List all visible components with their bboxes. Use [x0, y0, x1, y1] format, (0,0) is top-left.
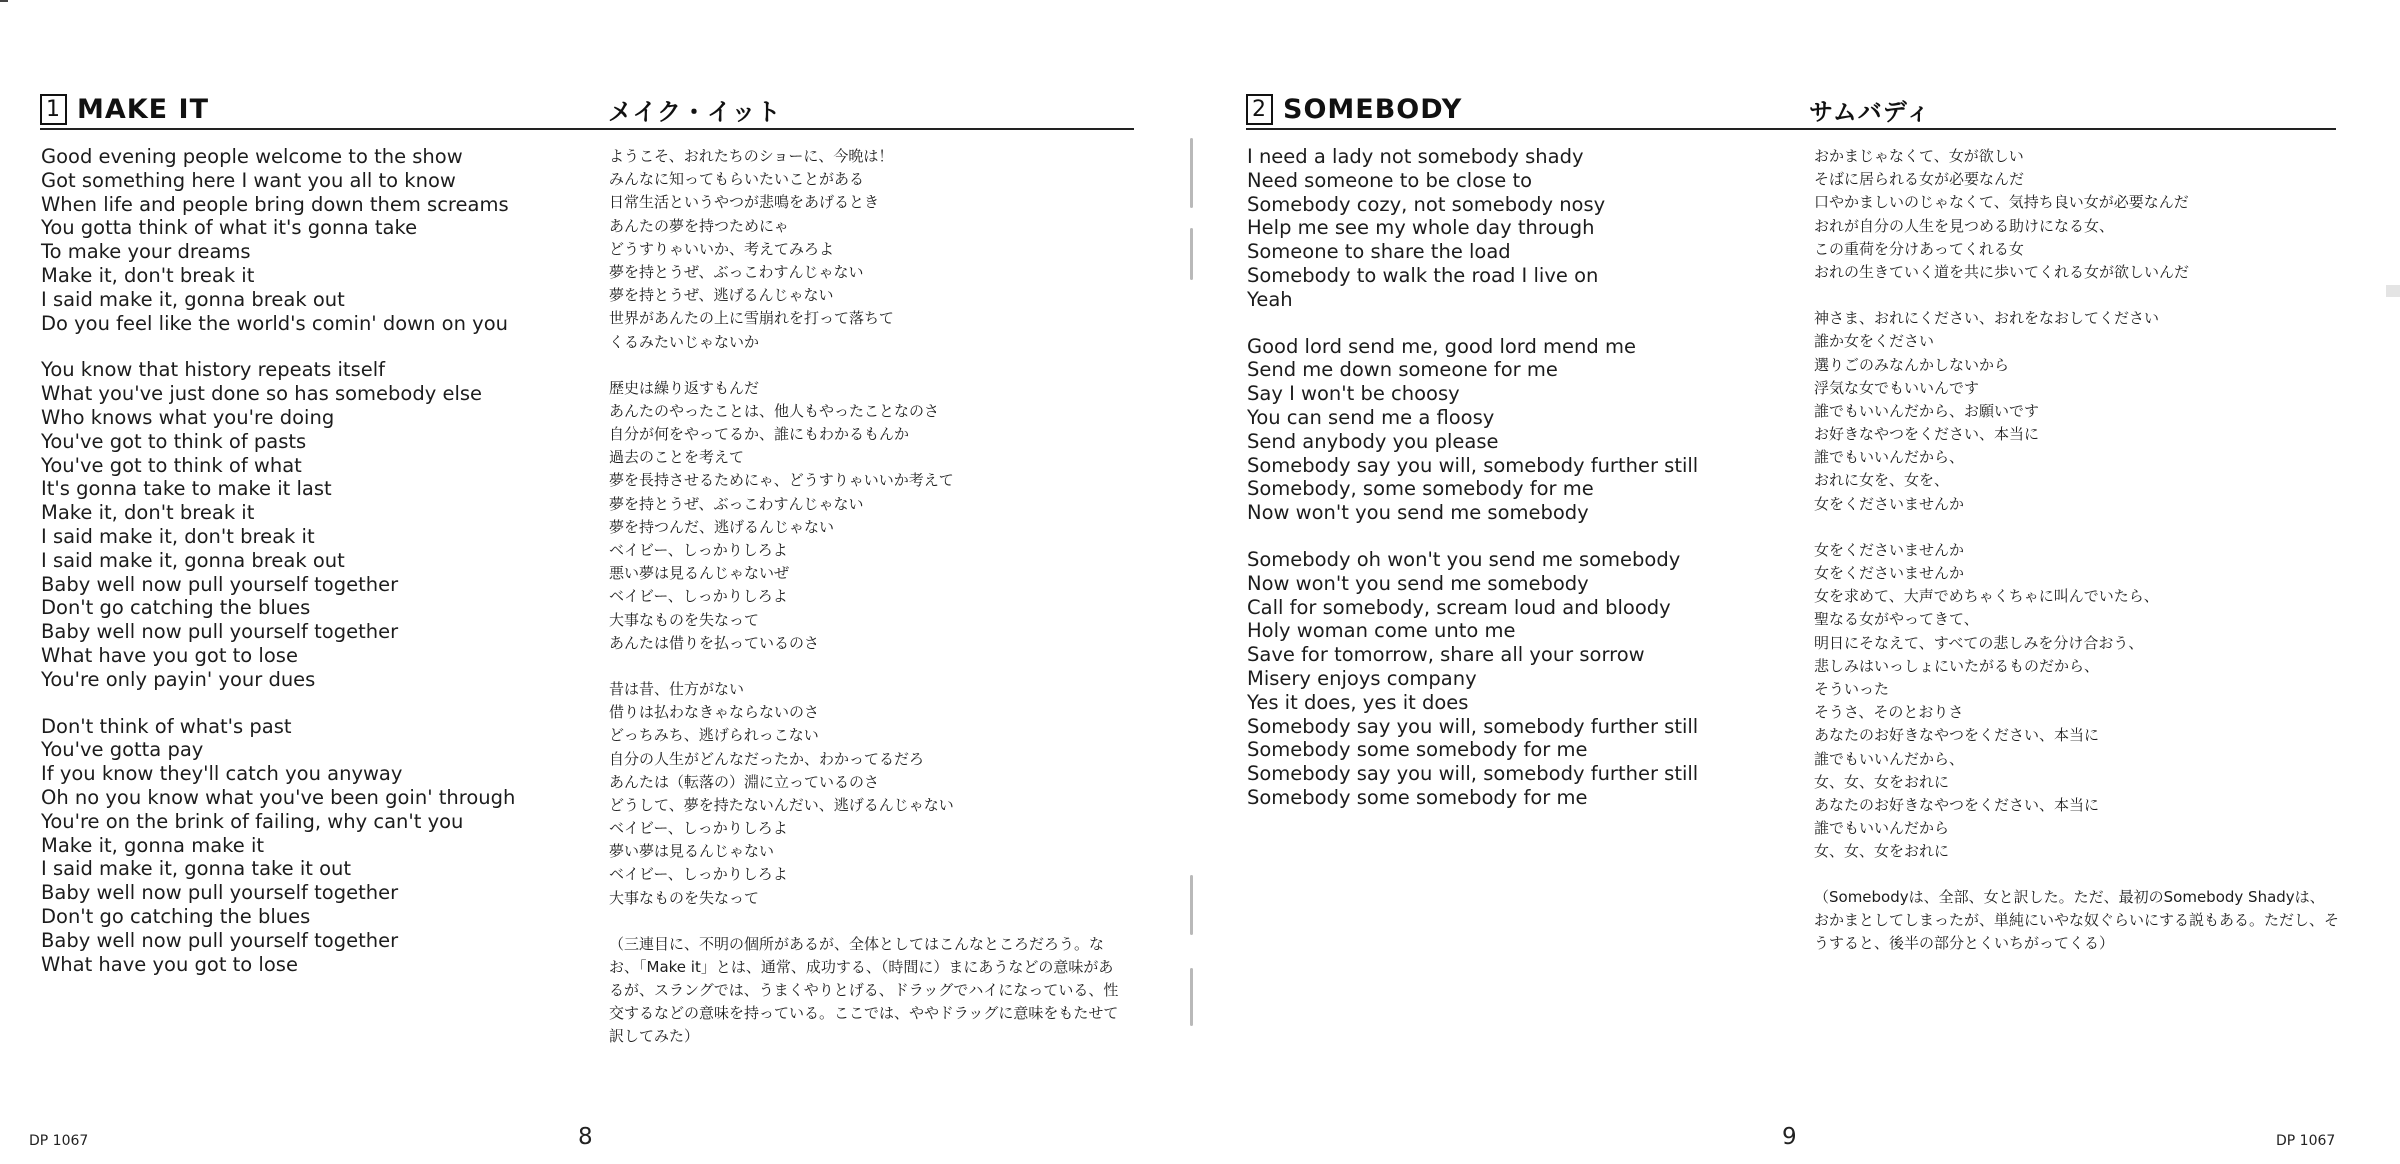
translation-line: 歴史は繰り返すもんだ: [609, 378, 760, 397]
lyric-line: Somebody oh won't you send me somebody: [1247, 547, 1681, 571]
translation-line: 口やかましいのじゃなくて、気持ち良い女が必要なんだ: [1814, 193, 2189, 212]
lyric-line: Make it, gonna make it: [41, 833, 265, 857]
song-title-en: SOMEBODY: [1283, 93, 1463, 125]
lyric-line: You know that history repeats itself: [41, 358, 386, 382]
translation-line: あなたのお好きなやつをください、本当に: [1814, 795, 2100, 814]
lyric-line: Got something here I want you all to know: [41, 168, 456, 192]
lyric-line: Somebody to walk the road I live on: [1247, 263, 1599, 287]
lyric-line: Don't go catching the blues: [41, 904, 311, 928]
translation-line: あなたのお好きなやつをください、本当に: [1814, 726, 2100, 745]
translation-line: おかまじゃなくて、女が欲しい: [1814, 147, 2024, 165]
title-rule: [40, 128, 1134, 130]
translation-line: 悪い夢は見るんじゃないぜ: [609, 564, 790, 583]
lyric-line: You can send me a floosy: [1247, 405, 1495, 429]
lyric-line: Yes it does, yes it does: [1247, 690, 1469, 714]
translation-line: 夢を持つんだ、逃げるんじゃない: [609, 517, 835, 536]
page-number: 9: [1782, 1124, 1797, 1150]
translation-line: おれの生きていく道を共に歩いてくれる女が欲しいんだ: [1814, 262, 2190, 281]
lyric-line: When life and people bring down them screams: [41, 192, 509, 216]
translation-line: おれに女を、女を、: [1814, 471, 1950, 490]
translation-line: 女、女、女をおれに: [1814, 842, 1950, 861]
translation-line: 誰でもいいんだから、お願いです: [1814, 401, 2040, 420]
lyric-line: You're only payin' your dues: [41, 667, 316, 691]
translation-line: 選りごのみなんかしないから: [1814, 355, 2010, 374]
lyric-line: Now won't you send me somebody: [1247, 501, 1589, 525]
lyric-line: It's gonna take to make it last: [41, 477, 332, 501]
lyric-line: Send anybody you please: [1247, 429, 1499, 453]
translation-line: 神さま、おれにください、おれをなおしてください: [1814, 309, 2160, 328]
right-page: [1196, 0, 2400, 1164]
stanza: [41, 145, 515, 335]
translation-line: 誰でもいいんだから、: [1814, 448, 1965, 467]
song-title-jp: サムバディ: [1809, 97, 1931, 126]
stanza: [609, 145, 1119, 354]
lyric-line: What have you got to lose: [41, 643, 298, 667]
translation-line: 自分の人生がどんなだったか、わかってるだろ: [609, 749, 925, 768]
song-title-en: MAKE IT: [77, 93, 209, 125]
translation-line: みんなに知ってもらいたいことがある: [609, 170, 865, 189]
song-title-jp: メイク・イット: [608, 97, 782, 126]
song-number-box: 2: [1246, 94, 1273, 125]
lyric-line: Somebody, some somebody for me: [1247, 477, 1594, 501]
lyric-line: Baby well now pull yourself together: [41, 928, 399, 952]
translation-line: 夢い夢は見るんじゃない: [609, 842, 775, 861]
lyric-line: Holy woman come unto me: [1247, 619, 1516, 643]
lyric-line: Need someone to be close to: [1247, 168, 1533, 192]
stanza: [1814, 307, 2339, 516]
lyric-line: Now won't you send me somebody: [1247, 571, 1589, 595]
lyric-line: You gotta think of what it's gonna take: [41, 216, 418, 240]
translation-line: 女を求めて、大声でめちゃくちゃに叫んでいたら、: [1814, 587, 2159, 606]
lyric-line: Baby well now pull yourself together: [41, 572, 399, 596]
lyrics-column-jp: [609, 145, 1119, 1048]
lyric-line: I said make it, gonna break out: [41, 287, 345, 311]
translation-line: ようこそ、おれたちのショーに、今晩は！: [609, 147, 894, 165]
stanza: [1247, 145, 1698, 312]
translation-line: あんたは借りを払っているのさ: [609, 633, 820, 652]
lyric-line: Yeah: [1247, 287, 1293, 311]
stanza: [609, 377, 1119, 655]
catalog-number: DP 1067: [2276, 1133, 2336, 1149]
translation-line: そうさ、そのとおりさ: [1814, 703, 1964, 722]
translation-line: あんたのやったことは、他人もやったことなのさ: [609, 401, 940, 420]
lyric-line: Somebody say you will, somebody further still: [1247, 453, 1699, 477]
translation-line: お好きなやつをください、本当に: [1814, 425, 2040, 444]
stanza: [1247, 335, 1698, 525]
lyrics-column-en: [41, 145, 515, 999]
translation-line: 女をくださいませんか: [1814, 564, 1965, 582]
translation-line: どっちみち、逃げられっこない: [609, 726, 819, 745]
lyric-line: Somebody some somebody for me: [1247, 738, 1588, 762]
lyric-line: Someone to share the load: [1247, 240, 1511, 264]
lyric-line: Who knows what you're doing: [41, 405, 335, 429]
stanza: [609, 678, 1119, 910]
lyric-line: Make it, don't break it: [41, 263, 255, 287]
lyric-line: Misery enjoys company: [1247, 666, 1477, 690]
translation-line: ベイビー、しっかりしろよ: [609, 819, 788, 838]
lyric-line: I need a lady not somebody shady: [1247, 145, 1584, 168]
translation-line: どうすりゃいいか、考えてみろよ: [609, 239, 835, 258]
lyric-line: You've got to think of what: [41, 453, 302, 477]
translation-line: 大事なものを失なって: [609, 610, 760, 629]
lyric-line: Somebody some somebody for me: [1247, 785, 1588, 809]
translation-line: どうして、夢を持たないんだい、逃げるんじゃない: [609, 795, 954, 814]
lyrics-column-jp: [1814, 145, 2339, 955]
translation-line: 夢を持とうぜ、ぶっこわすんじゃない: [609, 262, 864, 281]
translation-line: 日常生活というやつが悲鳴をあげるとき: [609, 193, 880, 212]
lyric-line: I said make it, gonna break out: [41, 548, 345, 572]
lyric-line: To make your dreams: [41, 240, 251, 264]
translation-line: あんたの夢を持つためにゃ: [609, 216, 789, 235]
translation-line: 誰でもいいんだから、: [1814, 749, 1965, 768]
translation-line: 女、女、女をおれに: [1814, 772, 1950, 791]
lyric-line: I said make it, gonna take it out: [41, 857, 352, 881]
lyric-line: Call for somebody, scream loud and bloody: [1247, 595, 1671, 619]
stanza: [1814, 145, 2339, 284]
lyric-line: You've gotta pay: [41, 738, 204, 762]
lyric-line: Make it, don't break it: [41, 501, 255, 525]
stanza: [41, 715, 515, 977]
translation-line: 女をくださいませんか: [1814, 494, 1965, 513]
lyric-line: Somebody say you will, somebody further still: [1247, 762, 1699, 786]
lyric-line: Do you feel like the world's comin' down on you: [41, 311, 509, 335]
song-title-make-it: [40, 92, 209, 126]
lyric-line: I said make it, don't break it: [41, 524, 315, 548]
lyric-line: Somebody cozy, not somebody nosy: [1247, 192, 1606, 216]
left-page: [0, 0, 1196, 1164]
lyric-line: You've got to think of pasts: [41, 429, 307, 453]
translation-line: 浮気な女でもいいんです: [1814, 378, 1980, 397]
translation-line: あんたは（転落の）淵に立っているのさ: [609, 772, 880, 791]
page-number: 8: [578, 1124, 593, 1150]
translation-line: 誰でもいいんだから: [1814, 819, 1950, 838]
gutter-shadow: [1190, 875, 1193, 935]
lyric-line: Baby well now pull yourself together: [41, 620, 399, 644]
stanza: [41, 358, 515, 691]
catalog-number: DP 1067: [29, 1133, 89, 1149]
gutter-shadow: [1190, 138, 1193, 208]
lyric-line: Good lord send me, good lord mend me: [1247, 334, 1636, 358]
translation-line: ベイビー、しっかりしろよ: [609, 865, 788, 884]
stanza: [1247, 548, 1698, 810]
lyric-line: Save for tomorrow, share all your sorrow: [1247, 643, 1645, 667]
translation-line: くるみたいじゃないか: [609, 332, 760, 351]
translation-line: 夢を持とうぜ、逃げるんじゃない: [609, 286, 834, 305]
translation-line: 女をくださいませんか: [1814, 540, 1965, 559]
song-title-somebody: [1246, 92, 1462, 126]
lyric-line: Don't think of what's past: [41, 714, 292, 738]
translation-line: そういった: [1814, 679, 1890, 698]
lyric-line: Don't go catching the blues: [41, 596, 311, 620]
translator-note: （三連目に、不明の個所があるが、全体としてはこんなところだろう。なお、「Make it」とは、通常、成功する、（時間に）まにあうなどの意味があるが、スラングでは、うまくやりとげる、ドラッグでハイになっている、性交するなどの意味を持っている。ここでは、ややドラッグに意味をもたせて訳してみた）: [609, 934, 1119, 1045]
lyrics-column-en: [1247, 145, 1698, 833]
translation-line: そばに居られる女が必要なんだ: [1814, 170, 2025, 189]
translation-line: 過去のことを考えて: [609, 448, 745, 467]
translation-line: 借りは払わなきゃならないのさ: [609, 703, 820, 722]
translation-line: 大事なものを失なって: [609, 888, 760, 907]
translation-line: 夢を持とうぜ、ぶっこわすんじゃない: [609, 494, 864, 513]
lyric-line: Help me see my whole day through: [1247, 216, 1595, 240]
lyric-line: Good evening people welcome to the show: [41, 145, 463, 168]
translator-note: （Somebodyは、全部、女と訳した。ただ、最初のSomebody Shadyは、おかまとしてしまったが、単純にいやな奴ぐらいにする説もある。ただし、そうすると、後半の部分とくいちがってくる）: [1814, 888, 2340, 953]
translation-line: ベイビー、しっかりしろよ: [609, 587, 788, 606]
translation-line: この重荷を分けあってくれる女: [1814, 239, 2024, 258]
gutter-shadow: [1190, 228, 1193, 280]
corner-mark: [0, 0, 8, 2]
gutter-shadow: [1190, 968, 1193, 1026]
lyric-line: Say I won't be choosy: [1247, 382, 1460, 406]
song-number-box: 1: [40, 94, 67, 125]
lyric-line: If you know they'll catch you anyway: [41, 762, 403, 786]
translation-line: 聖なる女がやってきて、: [1814, 610, 1979, 629]
lyric-line: Oh no you know what you've been goin' through: [41, 785, 516, 809]
lyric-line: Send me down someone for me: [1247, 358, 1558, 382]
translation-line: おれが自分の人生を見つめる助けになる女、: [1814, 216, 2115, 235]
translation-line: ベイビー、しっかりしろよ: [609, 541, 788, 559]
translation-line: 悲しみはいっしょにいたがるものだから、: [1814, 656, 2100, 675]
lyric-line: What have you got to lose: [41, 952, 298, 976]
translation-line: 夢を長持させるためにゃ、どうすりゃいいか考えて: [609, 471, 954, 490]
translation-line: 明日にそなえて、すべての悲しみを分け合おう、: [1814, 633, 2144, 652]
lyric-line: Somebody say you will, somebody further still: [1247, 714, 1699, 738]
stanza: [1814, 539, 2339, 864]
lyric-line: Baby well now pull yourself together: [41, 881, 399, 905]
translation-line: 誰か女をください: [1814, 332, 1935, 351]
page-edge-tab: [2386, 285, 2400, 297]
translation-line: 自分が何をやってるか、誰にもわかるもんか: [609, 425, 910, 444]
title-rule: [1246, 128, 2336, 130]
translation-line: 昔は昔、仕方がない: [609, 679, 745, 698]
translation-line: 世界があんたの上に雪崩れを打って落ちて: [609, 309, 894, 328]
lyric-line: You're on the brink of failing, why can't you: [41, 809, 464, 833]
lyric-line: What you've just done so has somebody else: [41, 382, 483, 406]
